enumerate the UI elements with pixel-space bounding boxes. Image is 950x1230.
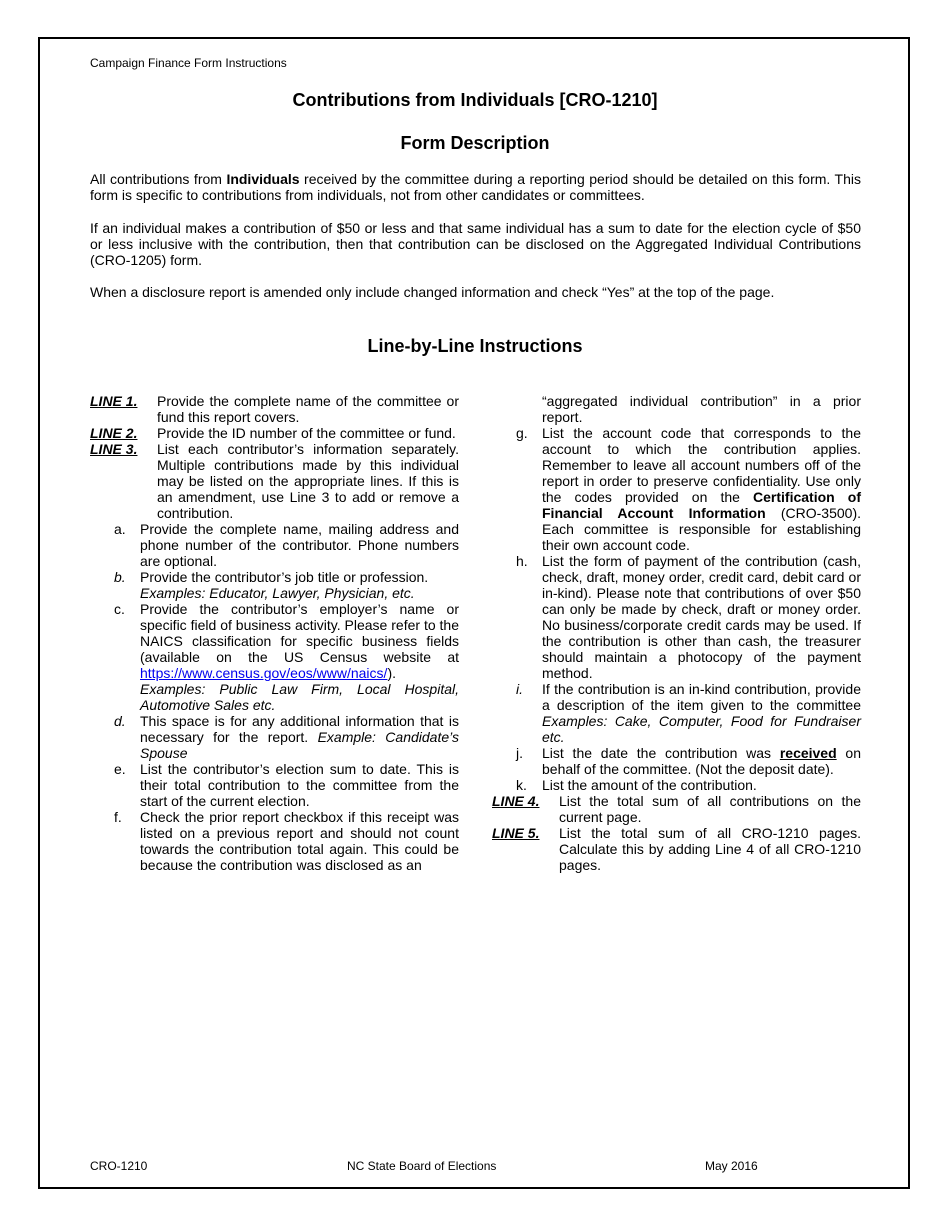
item-k-text: List the amount of the contribution. [542,777,757,793]
item-c-text: Provide the contributor’s employer’s name or specific field of business activity. Please refer to the NAICS classification for specific business fields (available on the US Census website at https://www.census.gov/eos/www/naics/). Examples: Public Law Firm, Local Hospital, Automotive Sales etc. [140,601,459,713]
item-d-text: This space is for any additional information that is necessary for the report. Example: Candidate’s Spouse [140,713,459,761]
line-1-label: LINE 1. [90,393,138,409]
naics-link[interactable]: https://www.census.gov/eos/www/naics/ [140,665,388,681]
form-description-paragraph-3: When a disclosure report is amended only include changed information and check “Yes” at the top of the page. [90,284,775,300]
item-j [492,745,861,777]
item-f-continued: “aggregated individual contribution” in a prior report. [542,393,861,425]
item-h [492,553,861,681]
item-d-letter: d. [114,713,126,729]
item-g-letter: g. [516,425,528,441]
line-4-label: LINE 4. [492,793,540,809]
item-f-text: Check the prior report checkbox if this receipt was listed on a previous report and should not count towards the contribution total again. This could be because the contribution was disclosed as an [140,809,459,873]
item-g-text: List the account code that corresponds to the account to which the contribution applies. Remember to leave all account numbers off of the report in order to preserve confidentiality. Use only the codes provided on the Certification of Financial Account Information (CRO-3500). Each committee is responsible for establishing their own account code. [542,425,861,553]
item-g [492,425,861,553]
item-b-letter: b. [114,569,126,585]
item-f-letter: f. [114,809,122,825]
line-1-item [90,393,459,425]
item-j-text: List the date the contribution was received on behalf of the committee. (Not the deposit date). [542,745,861,777]
item-e-letter: e. [114,761,126,777]
line-2-text: Provide the ID number of the committee or fund. [157,425,456,441]
item-h-letter: h. [516,553,528,569]
item-c [90,601,459,713]
footer-form-number: CRO-1210 [90,1159,148,1173]
line-5-item [492,825,861,873]
item-c-letter: c. [114,601,125,617]
item-e [90,761,459,809]
item-h-text: List the form of payment of the contribution (cash, check, draft, money order, credit card, debit card or in-kind). Please note that contributions of over $50 can only be made by check, draft or money order. No business/corporate credit cards may be used. If the contribution is other than cash, the treasurer should maintain a photocopy of the payment method. [542,553,861,681]
footer-organization: NC State Board of Elections [347,1159,497,1173]
item-a-letter: a. [114,521,126,537]
form-description-paragraph-2: If an individual makes a contribution of $50 or less and that same individual has a sum to date for the election cycle of $50 or less inclusive with the contribution, then that contribution can be disclosed on the Aggregated Individual Contributions (CRO-1205) form. [90,220,861,268]
item-f [90,809,459,873]
instructions-heading: Line-by-Line Instructions [367,336,583,356]
item-k [492,777,861,793]
line-3-label: LINE 3. [90,441,138,457]
line-1-text: Provide the complete name of the committee or fund this report covers. [157,393,459,425]
line-5-label: LINE 5. [492,825,540,841]
item-i-text: If the contribution is an in-kind contribution, provide a description of the item given to the committee Examples: Cake, Computer, Food for Fundraiser etc. [542,681,861,745]
line-4-text: List the total sum of all contributions on the current page. [559,793,861,825]
item-a [90,521,459,569]
form-description-heading: Form Description [400,133,550,153]
line-4-item [492,793,861,825]
item-k-letter: k. [516,777,527,793]
page-header: Campaign Finance Form Instructions [90,56,287,70]
page-title: Contributions from Individuals [CRO-1210] [292,90,658,110]
instructions-right-column [492,393,861,873]
form-description-paragraph-1: All contributions from Individuals received by the committee during a reporting period should be detailed on this form. This form is specific to contributions from individuals, not from other candidates or committees. [90,171,861,203]
line-5-text: List the total sum of all CRO-1210 pages. Calculate this by adding Line 4 of all CRO-1210 pages. [559,825,861,873]
line-3-item [90,441,459,521]
item-b-text: Provide the contributor’s job title or profession. Examples: Educator, Lawyer, Physician, etc. [140,569,429,601]
item-i-letter: i. [516,681,523,697]
item-b [90,569,459,601]
line-3-text: List each contributor’s information separately. Multiple contributions made by this individual may be listed on the appropriate lines. If this is an amendment, use Line 3 to add or remove a contribution. [157,441,459,521]
item-i [492,681,861,745]
instructions-left-column [90,393,459,873]
line-2-item [90,425,459,441]
line-2-label: LINE 2. [90,425,138,441]
item-e-text: List the contributor’s election sum to date. This is their total contribution to the committee from the start of the current election. [140,761,459,809]
item-d [90,713,459,761]
item-j-letter: j. [516,745,523,761]
item-a-text: Provide the complete name, mailing address and phone number of the contributor. Phone numbers are optional. [140,521,459,569]
footer-date: May 2016 [705,1159,758,1173]
